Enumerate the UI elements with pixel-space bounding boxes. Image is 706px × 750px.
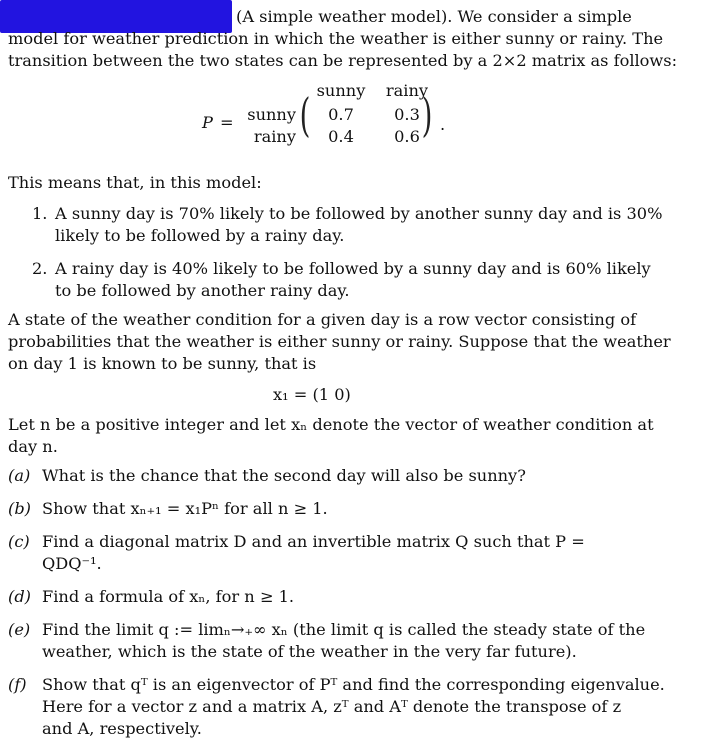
question-c-label: (c): [8, 532, 30, 551]
cell-1-0: 0.4: [328, 127, 354, 146]
question-a-line-1: What is the chance that the second day will also be sunny?: [42, 466, 526, 485]
letn-line-1: Let n be a positive integer and let xₙ denote the vector of weather condition at: [8, 415, 654, 434]
matrix-end-period: .: [440, 115, 446, 134]
question-a-label: (a): [8, 466, 31, 485]
means-line: This means that, in this model:: [8, 173, 262, 192]
list-item-2-num: 2.: [32, 259, 48, 278]
left-paren: (: [299, 88, 311, 142]
row-label-rainy: rainy: [253, 127, 296, 146]
intro-line-3: transition between the two states can be represented by a 2×2 matrix as follows:: [8, 51, 678, 70]
x1-equation: x₁ = (1 0): [273, 385, 351, 404]
question-c-line-2: QDQ⁻¹.: [42, 554, 102, 573]
list-item-2-line-1: A rainy day is 40% likely to be followed by a sunny day and is 60% likely: [55, 259, 651, 278]
question-f-line-2: Here for a vector z and a matrix A, zᵀ and Aᵀ denote the transpose of z: [42, 697, 622, 716]
letn-line-2: day n.: [8, 437, 58, 456]
list-item-2-line-2: to be followed by another rainy day.: [55, 281, 350, 300]
question-b-label: (b): [8, 499, 31, 518]
intro-line-2: model for weather prediction in which the weather is either sunny or rainy. The: [8, 29, 664, 48]
matrix-name: P: [202, 113, 213, 132]
state-line-3: on day 1 is known to be sunny, that is: [8, 354, 317, 373]
question-f-label: (f): [8, 675, 27, 694]
question-d-line-1: Find a formula of xₙ, for n ≥ 1.: [42, 587, 295, 606]
question-e-line-1: Find the limit q := limₙ→₊∞ xₙ (the limit q is called the steady state of the: [42, 620, 646, 639]
list-item-1-line-2: likely to be followed by a rainy day.: [55, 226, 345, 245]
state-line-2: probabilities that the weather is either sunny or rainy. Suppose that the weather: [8, 332, 671, 351]
cell-0-1: 0.3: [394, 105, 420, 124]
cell-1-1: 0.6: [394, 127, 420, 146]
right-paren: ): [421, 88, 433, 142]
question-f-line-1: Show that qᵀ is an eigenvector of Pᵀ and find the corresponding eigenvalue.: [42, 675, 665, 694]
intro-line-1: (A simple weather model). We consider a simple: [236, 7, 632, 26]
matrix-equals: =: [220, 113, 234, 132]
col-header-sunny: sunny: [316, 81, 366, 100]
cell-0-0: 0.7: [328, 105, 354, 124]
list-item-1-num: 1.: [32, 204, 48, 223]
list-item-1-line-1: A sunny day is 70% likely to be followed by another sunny day and is 30%: [55, 204, 663, 223]
question-b-line-1: Show that xₙ₊₁ = x₁Pⁿ for all n ≥ 1.: [42, 499, 328, 518]
question-c-line-1: Find a diagonal matrix D and an invertible matrix Q such that P =: [42, 532, 585, 551]
question-d-label: (d): [8, 587, 31, 606]
question-e-label: (e): [8, 620, 31, 639]
col-header-rainy: rainy: [385, 81, 429, 100]
state-line-1: A state of the weather condition for a given day is a row vector consisting of: [8, 310, 637, 329]
question-f-line-3: and A, respectively.: [42, 719, 202, 738]
question-e-line-2: weather, which is the state of the weather in the very far future).: [42, 642, 577, 661]
row-label-sunny: sunny: [247, 105, 296, 124]
